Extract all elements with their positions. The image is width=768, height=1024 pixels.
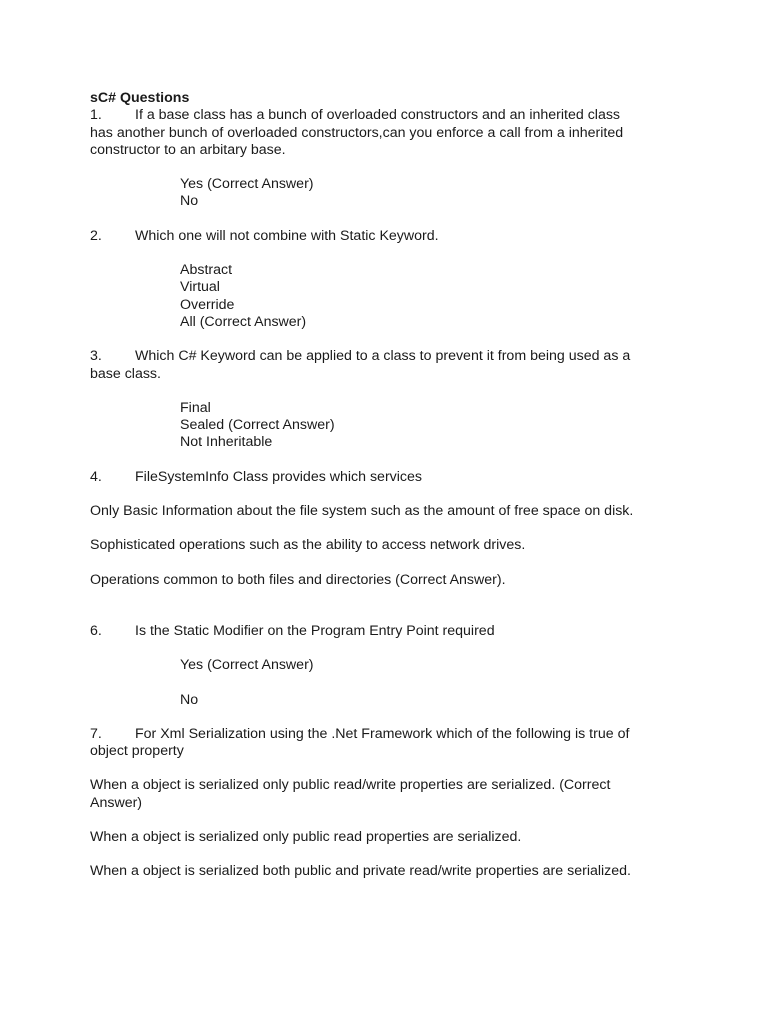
question-number: 4.	[90, 468, 102, 485]
option: Override	[180, 296, 235, 313]
option: Not Inheritable	[180, 434, 273, 451]
option: Yes (Correct Answer)	[180, 657, 314, 674]
question-number: 6.	[90, 622, 102, 639]
question-text-line: For Xml Serialization using the .Net Framework which of the following is true of	[135, 725, 630, 742]
question-6	[90, 623, 680, 640]
question-text-line: constructor to an arbitary base.	[90, 141, 286, 158]
option: Yes (Correct Answer)	[180, 176, 314, 193]
question-7	[90, 726, 680, 761]
question-2-options	[90, 262, 680, 331]
question-text-line: Is the Static Modifier on the Program Entry Point required	[135, 622, 495, 639]
answer-paragraph: Operations common to both files and directories (Correct Answer).	[90, 571, 506, 588]
question-text-line: base class.	[90, 365, 161, 382]
answer-paragraph	[90, 777, 680, 812]
question-text-line: Which C# Keyword can be applied to a class to prevent it from being used as a	[135, 348, 631, 365]
option: Final	[180, 399, 211, 416]
option: No	[180, 193, 199, 210]
question-number: 1.	[90, 107, 102, 124]
question-3-options	[90, 400, 680, 452]
question-number: 3.	[90, 348, 102, 365]
question-text-line: has another bunch of overloaded constructors,can you enforce a call from a inherited	[90, 124, 624, 141]
document-title: sC# Questions	[90, 90, 190, 106]
answer-line: When a object is serialized only public read/write properties are serialized. (Correct	[90, 777, 611, 794]
question-number: 7.	[90, 725, 102, 742]
answer-line: Answer)	[90, 794, 143, 811]
question-1	[90, 107, 680, 159]
question-2	[90, 228, 680, 245]
question-text-line: If a base class has a bunch of overloaded constructors and an inherited class	[135, 107, 621, 124]
question-4	[90, 469, 680, 486]
question-6-options	[90, 657, 680, 709]
option: All (Correct Answer)	[180, 313, 307, 330]
question-text-line: object property	[90, 743, 184, 760]
option: Abstract	[180, 262, 233, 279]
answer-paragraph: Only Basic Information about the file system such as the amount of free space on disk.	[90, 503, 634, 520]
question-1-options	[90, 176, 680, 211]
answer-paragraph: Sophisticated operations such as the ability to access network drives.	[90, 537, 526, 554]
question-3	[90, 348, 680, 383]
option: Virtual	[180, 279, 220, 296]
answer-paragraph: When a object is serialized only public read properties are serialized.	[90, 829, 522, 846]
option: Sealed (Correct Answer)	[180, 417, 335, 434]
question-sheet	[90, 90, 680, 881]
question-text-line: Which one will not combine with Static Keyword.	[135, 227, 439, 244]
question-number: 2.	[90, 227, 102, 244]
option: No	[180, 691, 199, 708]
question-text-line: FileSystemInfo Class provides which services	[135, 468, 422, 485]
answer-paragraph: When a object is serialized both public and private read/write properties are serialized.	[90, 863, 631, 880]
